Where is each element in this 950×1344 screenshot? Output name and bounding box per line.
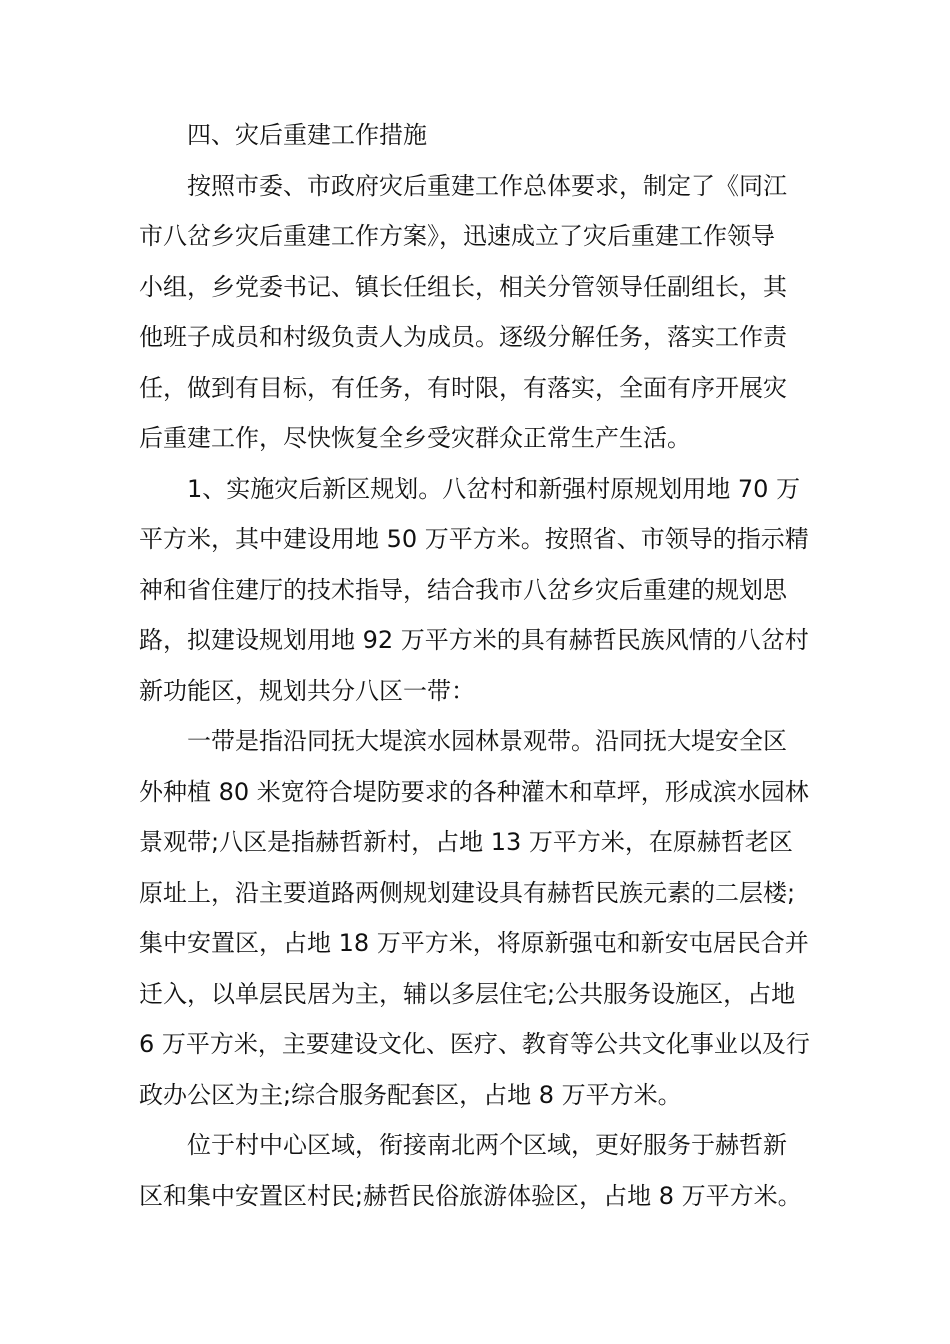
paragraph-zones	[139, 716, 819, 1120]
text-line: 区和集中安置区村民;赫哲民俗旅游体验区，占地 8 万平方米。	[139, 1181, 802, 1210]
text-line: 外种植 80 米宽符合堤防要求的各种灌木和草坪，形成滨水园林	[139, 777, 809, 806]
paragraph-requirements	[139, 161, 819, 464]
text-line: 6 万平方米，主要建设文化、医疗、教育等公共文化事业以及行	[139, 1030, 810, 1058]
paragraph-planning	[139, 464, 819, 717]
document-body	[139, 110, 819, 1221]
text-line: 平方米，其中建设用地 50 万平方米。按照省、市领导的指示精	[139, 525, 809, 553]
text-line: 政办公区为主;综合服务配套区，占地 8 万平方米。	[139, 1080, 682, 1109]
text-line: 小组，乡党委书记、镇长任组长，相关分管领导任副组长，其	[139, 272, 787, 301]
text-line: 市八岔乡灾后重建工作方案》，迅速成立了灾后重建工作领导	[139, 222, 775, 250]
text-line: 原址上，沿主要道路两侧规划建设具有赫哲民族元素的二层楼;	[139, 878, 796, 907]
text-line: 位于村中心区域，衔接南北两个区域，更好服务于赫哲新	[187, 1131, 787, 1159]
text-line: 1、实施灾后新区规划。八岔村和新强村原规划用地 70 万	[187, 474, 801, 503]
paragraph-location	[139, 1120, 819, 1221]
text-line: 新功能区，规划共分八区一带：	[139, 676, 475, 705]
text-line: 路，拟建设规划用地 92 万平方米的具有赫哲民族风情的八岔村	[139, 626, 809, 654]
text-line: 集中安置区，占地 18 万平方米，将原新强屯和新安屯居民合并	[139, 929, 809, 957]
text-line: 他班子成员和村级负责人为成员。逐级分解任务，落实工作责	[139, 323, 787, 351]
text-line: 任，做到有目标，有任务，有时限，有落实，全面有序开展灾	[139, 373, 787, 402]
text-line: 一带是指沿同抚大堤滨水园林景观带。沿同抚大堤安全区	[187, 727, 787, 755]
text-line: 按照市委、市政府灾后重建工作总体要求，制定了《同江	[187, 171, 787, 200]
text-line: 后重建工作，尽快恢复全乡受灾群众正常生产生活。	[139, 424, 691, 452]
text-line: 迁入，以单层民居为主，辅以多层住宅;公共服务设施区，占地	[139, 979, 796, 1008]
text-line: 神和省住建厅的技术指导，结合我市八岔乡灾后重建的规划思	[139, 575, 787, 604]
section-heading: 四、灾后重建工作措施	[187, 121, 427, 149]
text-line: 景观带;八区是指赫哲新村，占地 13 万平方米，在原赫哲老区	[139, 828, 793, 856]
